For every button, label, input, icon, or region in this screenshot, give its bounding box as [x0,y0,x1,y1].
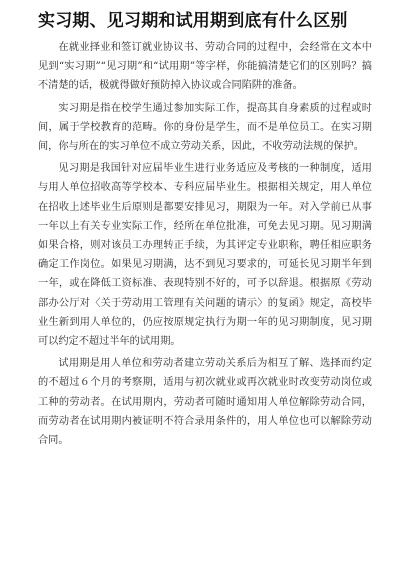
document-title: 实习期、见习期和试用期到底有什么区别 [38,11,348,31]
paragraph-intro: 在就业择业和签订就业协议书、劳动合同的过程中，会经常在文本中见到“实习期”“见习期”和“试用期”等字样，你能搞清楚它们的区别吗？搞不清楚的话，极就得做好预防掉入协议或合同陷阱的准备。 [38,42,372,92]
paragraph-probation-apprentice: 见习期是我国针对应届毕业生进行业务适应及考核的一种制度，适用与用人单位招收高等学校本、专科应届毕业生。根据相关规定，用人单位在招收上述毕业生后原则是都要安排见习，期限为一年。对入学前已从事一年以上有关专业实际工作，经所在单位批准，可免去见习期。见习期满如果合格，则对该员工办理转正手续，为其评定专业职称，聘任相应职务确定工作岗位。如果见习期满，达不到见习要求的，可延长见习期半年到一年，或在降低工资标准、表现特别不好的，可予以辞退。根据原《劳动部办公厅对〈关于劳动用工管理有关问题的请示〉的复函》规定，高校毕业生新到用人单位的，仍应按原规定执行为期一年的见习期制度，见习期可以约定不超过半年的试用期。 [38,163,372,348]
paragraph-trial-period: 试用期是用人单位和劳动者建立劳动关系后为相互了解、选择而约定的不超过６个月的考察期，适用与初次就业或再次就业时改变劳动岗位或工种的劳动者。在试用期内，劳动者可随时通知用人单位解除劳动合同，而劳动者在试用期内被证明不符合录用条件的，用人单位也可以解除劳动合同。 [38,358,372,447]
paragraph-internship: 实习期是指在校学生通过参加实际工作，提高其自身素质的过程或时间，属于学校教育的范畴。你的身份是学生，而不是单位员工。在实习期间，你与所在的实习单位不成立劳动关系，因此，不收劳动法规的保护。 [38,102,372,153]
